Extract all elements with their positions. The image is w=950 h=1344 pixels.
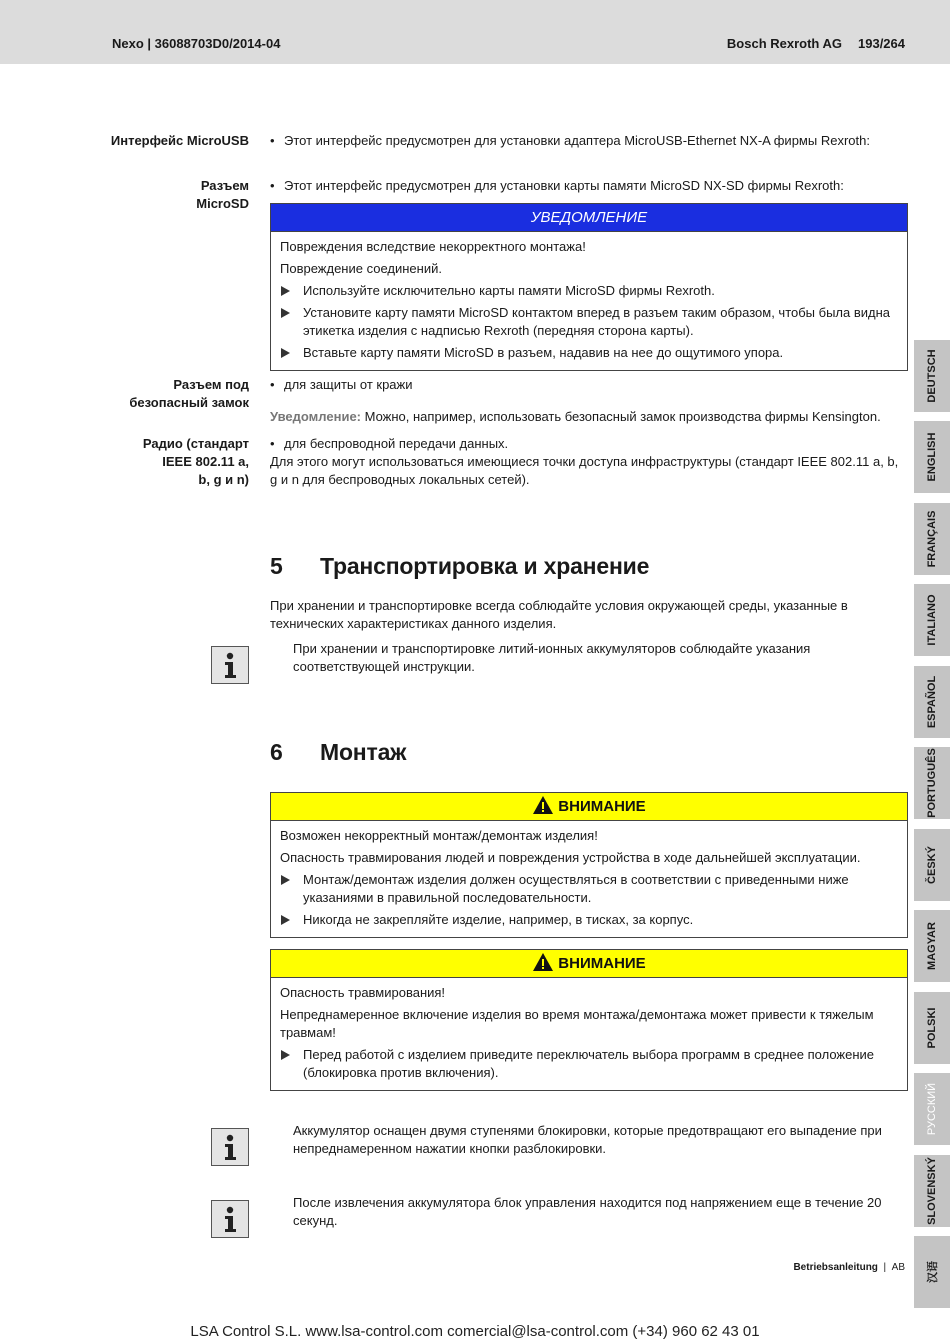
microusb-bullet: • Этот интерфейс предусмотрен для установки адаптера MicroUSB-Ethernet NX-A фирмы Rexroth: bbox=[270, 133, 870, 148]
microsd-bullet: • Этот интерфейс предусмотрен для установки карты памяти MicroSD NX-SD фирмы Rexroth: bbox=[270, 178, 844, 193]
language-tab[interactable] bbox=[914, 910, 950, 982]
warning-body bbox=[271, 978, 907, 1090]
arrow-icon bbox=[281, 915, 290, 925]
page-number: 193/264 bbox=[858, 36, 905, 51]
footer-doc: Betriebsanleitung bbox=[793, 1262, 878, 1273]
section-title: Монтаж bbox=[320, 739, 407, 765]
language-tab-label: 汉语 bbox=[927, 1261, 939, 1283]
footer-doc-info bbox=[793, 1262, 905, 1273]
warning-item bbox=[280, 911, 898, 929]
header-right bbox=[727, 36, 905, 51]
language-tab[interactable] bbox=[914, 1236, 950, 1308]
language-tab[interactable] bbox=[914, 421, 950, 493]
footer-separator: | bbox=[883, 1262, 887, 1273]
microsd-label bbox=[60, 177, 249, 213]
lock-label-line: Разъем под bbox=[173, 377, 249, 392]
radio-bullet-text: для беспроводной передачи данных. bbox=[284, 436, 509, 451]
section5-info: При хранении и транспортировке литий-ионных аккумуляторов соблюдайте указания соответствующей инструкции. bbox=[293, 641, 811, 674]
language-tab-label: ESPAÑOL bbox=[926, 675, 938, 729]
warning-line: Возможен некорректный монтаж/демонтаж изделия! bbox=[280, 828, 598, 843]
section-heading bbox=[270, 553, 649, 580]
language-tab[interactable] bbox=[914, 666, 950, 738]
page-header bbox=[0, 0, 950, 64]
notice-item-text: Вставьте карту памяти MicroSD в разъем, надавив на нее до ощутимого упора. bbox=[303, 345, 784, 360]
section6-info: Аккумулятор оснащен двумя ступенями блокировки, которые предотвращают его выпадение при непреднамеренном нажатии кнопки разблокировки. bbox=[293, 1123, 882, 1156]
arrow-icon bbox=[281, 286, 290, 296]
warning-head bbox=[271, 950, 907, 978]
notice-box bbox=[270, 203, 908, 371]
microsd-label-line: MicroSD bbox=[196, 196, 249, 211]
lock-note bbox=[270, 408, 881, 426]
notice-title: УВЕДОМЛЕНИЕ bbox=[271, 204, 907, 231]
notice-item bbox=[280, 282, 898, 300]
warning-title: ВНИМАНИЕ bbox=[558, 955, 646, 972]
language-tab-label: MAGYAR bbox=[926, 922, 938, 970]
footer-code: AB bbox=[891, 1262, 905, 1273]
language-tab[interactable] bbox=[914, 747, 950, 819]
language-tab[interactable] bbox=[914, 584, 950, 656]
warning-body bbox=[271, 821, 907, 937]
lock-note-label: Уведомление: bbox=[270, 409, 361, 424]
language-tab-label: DEUTSCH bbox=[926, 349, 938, 403]
language-tab-active[interactable] bbox=[914, 1073, 950, 1145]
warning-line: Непреднамеренное включение изделия во время монтажа/демонтажа может привести к тяжелым травмам! bbox=[280, 1007, 874, 1040]
language-tab-label: PORTUGUÊS bbox=[926, 748, 938, 818]
warning-item bbox=[280, 1046, 898, 1082]
arrow-icon bbox=[281, 875, 290, 885]
warning-box bbox=[270, 949, 908, 1091]
warning-line: Опасность травмирования! bbox=[280, 985, 446, 1000]
section-heading bbox=[270, 739, 406, 766]
info-icon bbox=[211, 1128, 249, 1166]
arrow-icon bbox=[281, 308, 290, 318]
info-icon bbox=[211, 646, 249, 684]
warning-triangle-icon bbox=[532, 795, 554, 815]
document-id: Nexo | 36088703D0/2014-04 bbox=[112, 36, 281, 51]
lock-note-text: Можно, например, использовать безопасный замок производства фирмы Kensington. bbox=[361, 409, 881, 424]
language-tab-label: FRANÇAIS bbox=[926, 510, 938, 568]
warning-title: ВНИМАНИЕ bbox=[558, 798, 646, 815]
footer-contact: LSA Control S.L. www.lsa-control.com comercial@lsa-control.com (+34) 960 62 43 01 bbox=[190, 1323, 760, 1340]
lock-bullet-text: для защиты от кражи bbox=[284, 377, 413, 392]
language-tab-label: ITALIANO bbox=[926, 594, 938, 646]
radio-label-line: b, g и n) bbox=[198, 472, 249, 487]
warning-item-text: Монтаж/демонтаж изделия должен осуществляться в соответствии с приведенными ниже указаниями в правильной последовательности. bbox=[303, 872, 849, 905]
lock-label-line: безопасный замок bbox=[129, 395, 249, 410]
warning-box bbox=[270, 792, 908, 938]
radio-text: Для этого могут использоваться имеющиеся точки доступа инфраструктуры (стандарт IEEE 802.11 a, b, g и n для беспроводных локальных сетей). bbox=[270, 454, 899, 487]
radio-bullet: • для беспроводной передачи данных. bbox=[270, 436, 509, 451]
language-tab-label: РУССКИЙ bbox=[926, 1082, 938, 1136]
language-tab-label: ČESKÝ bbox=[926, 846, 938, 884]
radio-label bbox=[60, 435, 249, 489]
notice-item bbox=[280, 304, 898, 340]
warning-item bbox=[280, 871, 898, 907]
language-tab[interactable] bbox=[914, 340, 950, 412]
lock-label bbox=[60, 376, 249, 412]
arrow-icon bbox=[281, 348, 290, 358]
notice-item-text: Установите карту памяти MicroSD контактом вперед в разъем таким образом, чтобы была видна этикетка изделия с надписью Rexroth (передняя сторона карты). bbox=[303, 305, 891, 338]
warning-head bbox=[271, 793, 907, 821]
section-number: 5 bbox=[270, 553, 283, 579]
language-tab[interactable] bbox=[914, 1155, 950, 1227]
warning-triangle-icon bbox=[532, 952, 554, 972]
language-tab[interactable] bbox=[914, 503, 950, 575]
notice-body bbox=[271, 231, 907, 370]
language-tab-label: SLOVENSKÝ bbox=[926, 1157, 938, 1225]
warning-line: Опасность травмирования людей и повреждения устройства в ходе дальнейшей эксплуатации. bbox=[280, 850, 861, 865]
arrow-icon bbox=[281, 1050, 290, 1060]
notice-item-text: Используйте исключительно карты памяти MicroSD фирмы Rexroth. bbox=[303, 283, 715, 298]
company-name: Bosch Rexroth AG bbox=[726, 36, 842, 51]
notice-line: Повреждения вследствие некорректного монтажа! bbox=[280, 239, 586, 254]
radio-label-line: Радио (стандарт bbox=[142, 436, 249, 451]
notice-item bbox=[280, 344, 898, 362]
section-title: Транспортировка и хранение bbox=[320, 553, 650, 579]
microusb-bullet-text: Этот интерфейс предусмотрен для установки адаптера MicroUSB-Ethernet NX-A фирмы Rexroth: bbox=[284, 133, 870, 148]
warning-item-text: Перед работой с изделием приведите переключатель выбора программ в среднее положение (блокировка против включения). bbox=[303, 1047, 875, 1080]
warning-item-text: Никогда не закрепляйте изделие, например, в тисках, за корпус. bbox=[303, 912, 694, 927]
notice-line: Повреждение соединений. bbox=[280, 261, 442, 276]
microsd-label-line: Разъем bbox=[200, 178, 249, 193]
radio-label-line: IEEE 802.11 a, bbox=[162, 454, 249, 469]
lock-bullet: • для защиты от кражи bbox=[270, 377, 413, 392]
language-tab[interactable] bbox=[914, 829, 950, 901]
microsd-bullet-text: Этот интерфейс предусмотрен для установки карты памяти MicroSD NX-SD фирмы Rexroth: bbox=[284, 178, 844, 193]
language-tab-label: ENGLISH bbox=[926, 432, 938, 482]
section-number: 6 bbox=[270, 739, 283, 765]
info-icon bbox=[211, 1200, 249, 1238]
section5-text: При хранении и транспортировке всегда соблюдайте условия окружающей среды, указанные в технических характеристиках данного изделия. bbox=[270, 598, 848, 631]
microusb-label: Интерфейс MicroUSB bbox=[110, 133, 249, 148]
language-tab[interactable] bbox=[914, 992, 950, 1064]
language-tab-label: POLSKI bbox=[926, 1007, 938, 1049]
section6-info: После извлечения аккумулятора блок управления находится под напряжением еще в течение 20 секунд. bbox=[293, 1195, 882, 1228]
